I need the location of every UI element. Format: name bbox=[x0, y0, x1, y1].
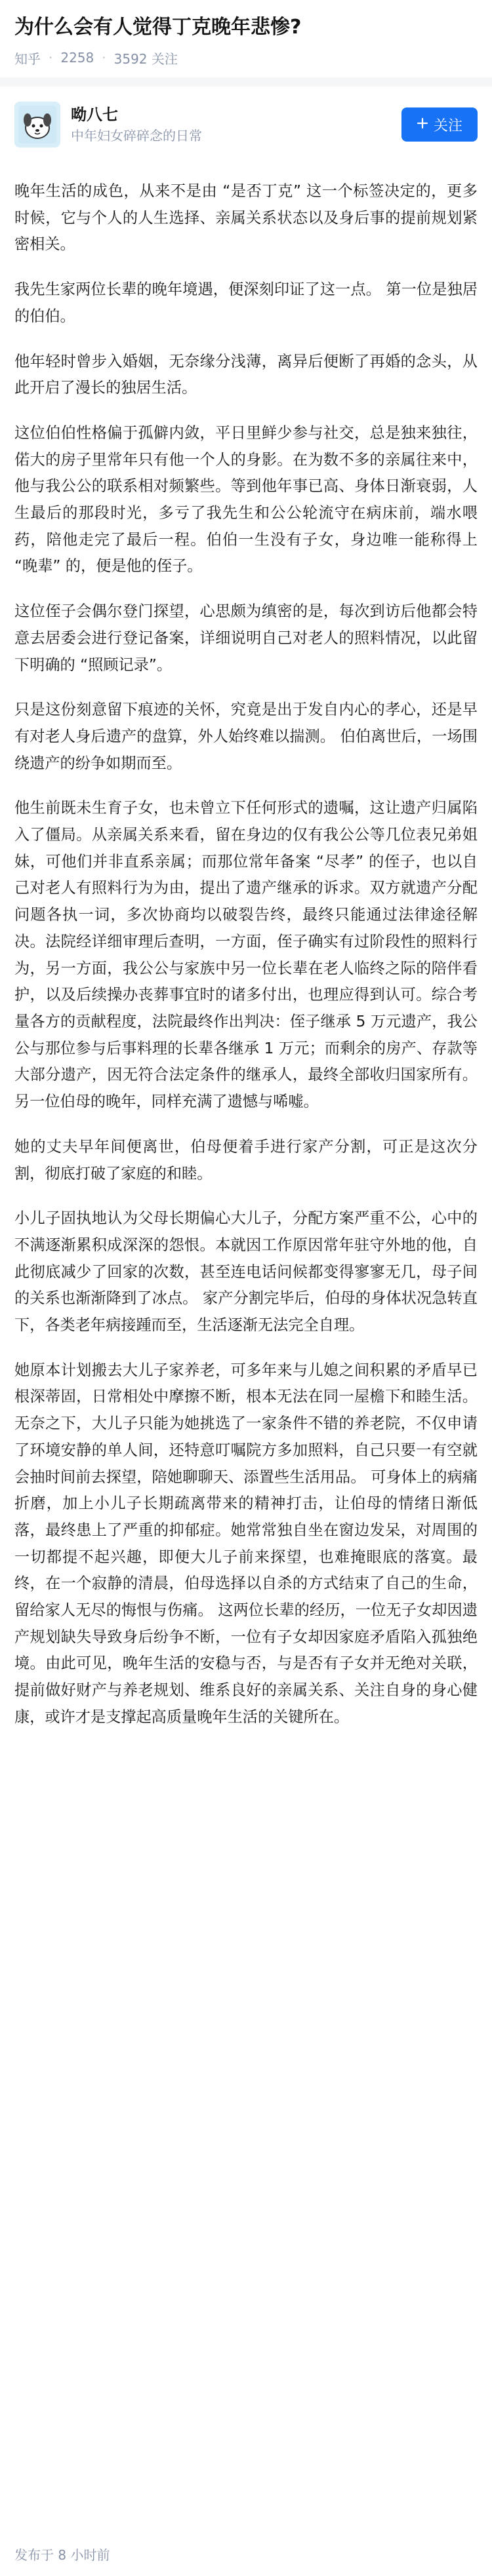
plus-icon bbox=[417, 117, 428, 133]
separator-dot: · bbox=[49, 50, 53, 66]
answer-paragraph: 晚年生活的成色，从来不是由 “是否丁克” 这一个标签决定的，更多时候，它与个人的人生选择、亲属关系状态以及身后事的提前规划紧密相关。 bbox=[14, 182, 478, 254]
answer-paragraph: 只是这份刻意留下痕迹的关怀，究竟是出于发自内心的孝心，还是早有对老人身后遗产的盘算，外人始终难以揣测。 伯伯离世后，一场围绕遗产的纷争如期而至。 bbox=[14, 701, 478, 772]
answer-paragraph: 小儿子固执地认为父母长期偏心大儿子，分配方案严重不公，心中的不满逐渐累积成深深的怨恨。本就因工作原因常年驻守外地的他，自此彻底减少了回家的次数，甚至连电话问候都变得寥寥无几，母子间的关系也渐渐降到了冰点。 家产分割完毕后，伯母的身体状况急转直下，各类老年病接踵而至，生活逐渐无法完全自理。 bbox=[14, 1209, 478, 1335]
follow-button[interactable] bbox=[401, 107, 478, 142]
separator-dot: · bbox=[102, 50, 106, 66]
source-label: 知乎 bbox=[14, 50, 41, 67]
answer-paragraph: 他年轻时曾步入婚姻，无奈缘分浅薄，离异后便断了再婚的念头，从此开启了漫长的独居生活。 bbox=[14, 352, 478, 397]
answer-paragraph: 她的丈夫早年间便离世，伯母便着手进行家产分割，可正是这次分割，彻底打破了家庭的和睦。 bbox=[14, 1137, 478, 1182]
author-info bbox=[71, 104, 401, 146]
section-divider bbox=[0, 77, 492, 87]
answer-content bbox=[0, 168, 492, 1731]
author-card bbox=[0, 87, 492, 148]
question-title[interactable]: 为什么会有人觉得丁克晚年悲惨? bbox=[14, 16, 302, 39]
answer-paragraph: 这位侄子会偶尔登门探望，心思颇为缜密的是，每次到访后他都会特意去居委会进行登记备案，详细说明自己对老人的照料情况，以此留下明确的 “照顾记录”。 bbox=[14, 602, 478, 674]
follow-label: 关注 bbox=[433, 117, 462, 134]
answer-paragraph: 我先生家两位长辈的晚年境遇，便深刻印证了这一点。 第一位是独居的伯伯。 bbox=[14, 281, 478, 325]
answer-paragraph: 他生前既未生育子女，也未曾立下任何形式的遗嘱，这让遗产归属陷入了僵局。从亲属关系来看，留在身边的仅有我公公等几位表兄弟姐妹，可他们并非直系亲属；而那位常年备案 “尽孝” 的侄子，也以自己对老人有照料行为为由，提出了遗产继承的诉求。双方就遗产分配问题各执一词，多次协商均以破裂告终，最终只能通过法律途径解决。法院经详细审理后查明，一方面，侄子确实有过阶段性的照料行为，另一方面，我公公与家族中另一位长辈在老人临终之际的陪伴看护，以及后续操办丧葬事宜时的诸多付出，也理应得到认可。综合考量各方的贡献程度，法院最终作出判决：侄子继承 5 万元遗产，我公公与那位参与后事料理的长辈各继承 1 万元；而剩余的房产、存款等大部分遗产，因无符合法定条件的继承人，最终全部收归国家所有。 另一位伯母的晚年，同样充满了遗憾与唏嘘。 bbox=[14, 799, 478, 1111]
question-meta bbox=[14, 46, 478, 69]
answer-paragraph: 这位伯伯性格偏于孤僻内敛，平日里鲜少参与社交，总是独来独往，偌大的房子里常年只有他一个人的身影。在为数不多的亲属往来中，他与我公公的联系相对频繁些。等到他年事已高、身体日渐衰弱，人生最后的那段时光，多亏了我先生和公公轮流守在病床前，端水喂药，陪他走完了最后一程。伯伯一生没有子女，身边唯一能称得上 “晚辈” 的，便是他的侄子。 bbox=[14, 423, 478, 576]
views-count: 2258 bbox=[60, 50, 94, 66]
publish-time: 发布于 8 小时前 bbox=[14, 2547, 110, 2563]
answer-paragraph: 她原本计划搬去大儿子家养老，可多年来与儿媳之间积累的矛盾早已根深蒂固，日常相处中摩擦不断，根本无法在同一屋檐下和睦生活。无奈之下，大儿子只能为她挑选了一家条件不错的养老院，不仅申请了环境安静的单人间，还特意叮嘱院方多加照料，自己只要一有空就会抽时间前去探望，陪她聊聊天、添置些生活用品。 可身体上的病痛折磨，加上小儿子长期疏离带来的精神打击，让伯母的情绪日渐低落，最终患上了严重的抑郁症。她常常独自坐在窗边发呆，对周围的一切都提不起兴趣，即便大儿子前来探望，也难掩眼底的落寞。最终，在一个寂静的清晨，伯母选择以自杀的方式结束了自己的生命，留给家人无尽的悔恨与伤痛。 这两位长辈的经历，一位无子女却因遗产规划缺失导致身后纷争不断，一位有子女却因家庭矛盾陷入孤独绝境。由此可见，晚年生活的安稳与否，与是否有子女并无绝对关联，提前做好财产与养老规划、维系良好的亲属关系、关注自身的身心健康，或许才是支撑起高质量晚年生活的关键所在。 bbox=[14, 1361, 478, 1726]
author-name[interactable]: 呦八七 bbox=[71, 106, 118, 124]
question-header bbox=[0, 0, 492, 69]
followers-count: 3592 关注 bbox=[113, 50, 178, 67]
author-bio: 中年妇女碎碎念的日常 bbox=[71, 128, 202, 144]
cartoon-dog-avatar-icon[interactable] bbox=[14, 102, 60, 147]
